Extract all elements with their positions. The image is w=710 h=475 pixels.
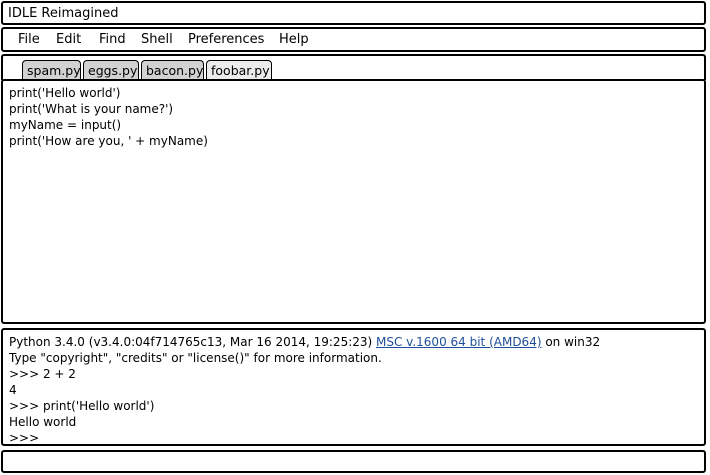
tab-foobar-py[interactable]: foobar.py [206, 60, 272, 80]
compiler-link[interactable]: MSC v.1600 64 bit (AMD64) [376, 335, 542, 349]
code-editor[interactable] [1, 79, 706, 324]
shell-banner [9, 334, 600, 350]
tab-spam-py[interactable]: spam.py [22, 60, 81, 80]
shell-line: >>> 2 + 2 [9, 367, 76, 381]
menu-bar [1, 27, 706, 52]
shell-info: Type "copyright", "credits" or "license()" for more information. [9, 351, 382, 365]
code-line: myName = input() [9, 118, 122, 132]
tab-eggs-py[interactable]: eggs.py [83, 60, 139, 80]
menu-edit[interactable]: Edit [56, 32, 82, 47]
menu-shell[interactable]: Shell [141, 32, 173, 47]
shell-prompt[interactable]: >>> [9, 431, 40, 445]
code-line: print('What is your name?') [9, 102, 174, 116]
status-bar [1, 450, 706, 473]
window-title: IDLE Reimagined [8, 6, 119, 21]
shell-console[interactable] [1, 328, 706, 446]
menu-file[interactable]: File [18, 32, 40, 47]
shell-line: Hello world [9, 415, 77, 429]
menu-help[interactable]: Help [279, 32, 309, 47]
code-line: print('How are you, ' + myName) [9, 134, 208, 148]
menu-find[interactable]: Find [99, 32, 126, 47]
tab-bacon-py[interactable]: bacon.py [141, 60, 204, 80]
banner-suffix: on win32 [541, 335, 601, 349]
shell-line: >>> print('Hello world') [9, 399, 155, 413]
menu-preferences[interactable]: Preferences [188, 32, 265, 47]
tab-bar [1, 54, 706, 80]
code-line: print('Hello world') [9, 86, 121, 100]
title-bar [1, 1, 706, 25]
shell-line: 4 [9, 383, 17, 397]
banner-prefix: Python 3.4.0 (v3.4.0:04f714765c13, Mar 16 2014, 19:25:23) [9, 335, 377, 349]
